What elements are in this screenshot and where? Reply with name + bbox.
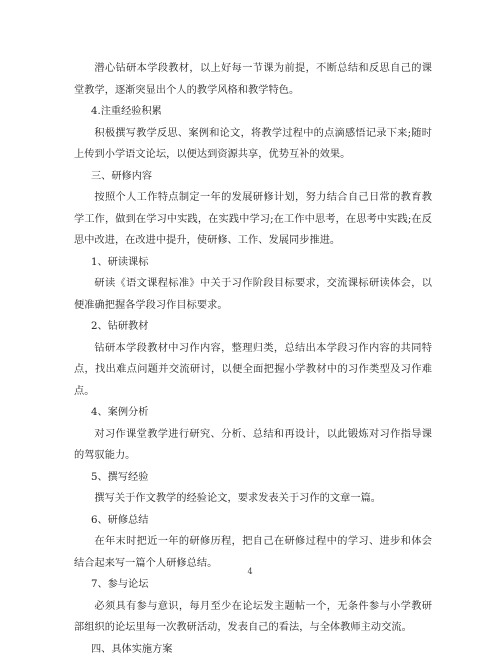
section-heading: 1、研读课标 bbox=[74, 252, 432, 274]
paragraph: 潜心钻研本学段教材，以上好每一节课为前提，不断总结和反思自己的课堂教学，逐渐突显出个人的教学风格和教学特色。 bbox=[74, 58, 432, 101]
section-heading: 四、具体实施方案 bbox=[74, 639, 432, 660]
paragraph: 在年末时把近一年的研修历程，把自己在研修过程中的学习、进步和体会结合起来写一篇个人研修总结。 bbox=[74, 531, 432, 574]
section-heading: 5、撰写经验 bbox=[74, 467, 432, 489]
paragraph: 按照个人工作特点制定一年的发展研修计划，努力结合自己日常的教育教学工作，做到在学习中实践，在实践中学习;在工作中思考，在思考中实践;在反思中改进，在改进中提升，使研修、工作、发展同步推进。 bbox=[74, 187, 432, 252]
section-heading: 4.注重经验积累 bbox=[74, 101, 432, 123]
paragraph: 对习作课堂教学进行研究、分析、总结和再设计，以此锻炼对习作指导课的驾驭能力。 bbox=[74, 424, 432, 467]
paragraph: 撰写关于作文教学的经验论文，要求发表关于习作的文章一篇。 bbox=[74, 488, 432, 510]
paragraph: 钻研本学段教材中习作内容，整理归类，总结出本学段习作内容的共同特点，找出难点问题并交流研讨，以便全面把握小学教材中的习作类型及习作难点。 bbox=[74, 338, 432, 403]
paragraph: 必须具有参与意识，每月至少在论坛发主题帖一个，无条件参与小学教研部组织的论坛里每一次教研活动，发表自己的看法，与全体教师主动交流。 bbox=[74, 596, 432, 639]
page-number: 4 bbox=[0, 567, 500, 576]
section-heading: 三、研修内容 bbox=[74, 166, 432, 188]
paragraph: 研读《语文课程标准》中关于习作阶段目标要求，交流课标研读体会，以便准确把握各学段习作目标要求。 bbox=[74, 273, 432, 316]
section-heading: 6、研修总结 bbox=[74, 510, 432, 532]
section-heading: 4、案例分析 bbox=[74, 402, 432, 424]
section-heading: 7、参与论坛 bbox=[74, 574, 432, 596]
section-heading: 2、钻研教材 bbox=[74, 316, 432, 338]
paragraph: 积极撰写教学反思、案例和论文，将教学过程中的点滴感悟记录下来;随时上传到小学语文论坛，以便达到资源共享，优势互补的效果。 bbox=[74, 123, 432, 166]
